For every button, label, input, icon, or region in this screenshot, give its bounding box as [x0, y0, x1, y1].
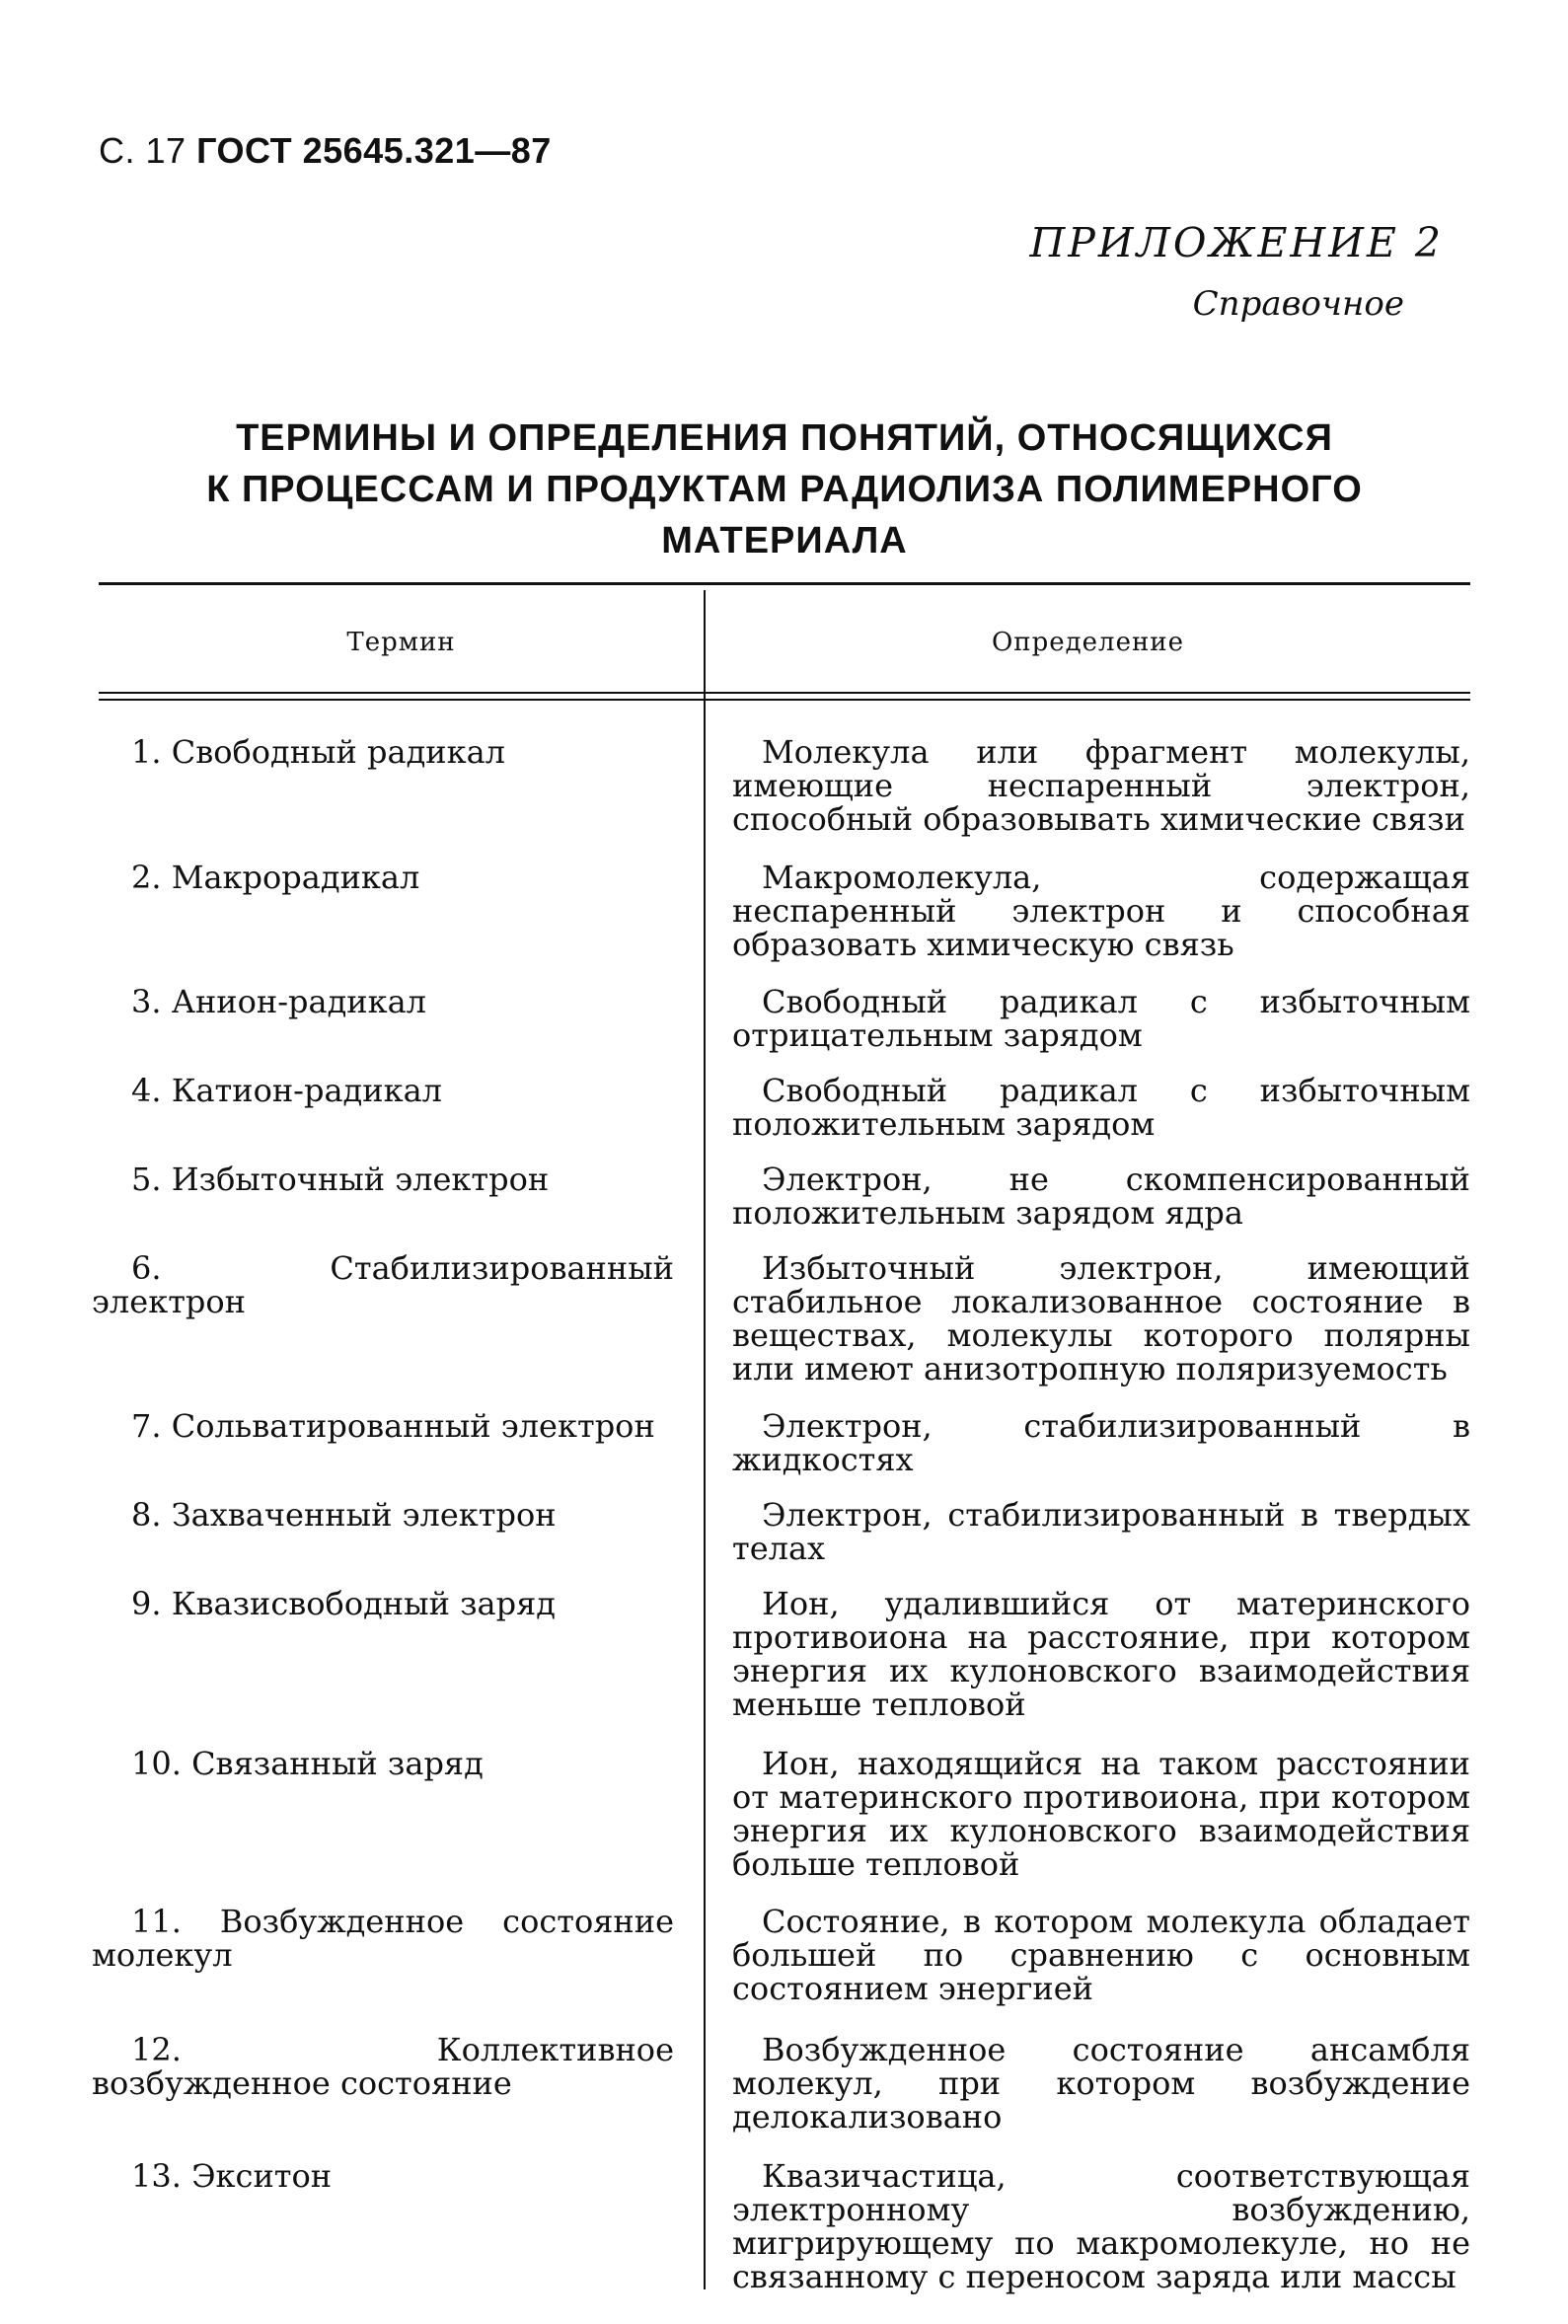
- definition-cell: Квазичастица, соответствующая электронному возбуждению, мигрирующему по макромолекуле, но не связанному с переносом заряда или массы: [732, 2157, 1470, 2295]
- table-top-rule: [99, 582, 1470, 585]
- term-cell: 11. Возбужденное состояние молекул: [92, 1903, 674, 1974]
- standard-number: ГОСТ 25645.321—87: [196, 130, 552, 171]
- header-rule-2: [99, 699, 1470, 701]
- document-title: [99, 412, 1470, 566]
- page-number: С. 17: [99, 130, 187, 171]
- appendix-subtitle: Справочное: [1192, 284, 1404, 324]
- definition-cell: Молекула или фрагмент молекулы, имеющие неспаренный электрон, способный образовывать химические связи: [732, 733, 1470, 838]
- definition-cell: Возбужденное состояние ансамбля молекул, при котором возбуждение делокализовано: [732, 2031, 1470, 2136]
- definition-cell: Избыточный электрон, имеющий стабильное локализованное состояние в веществах, молекулы которого полярны или имеют анизотропную поляризуемость: [732, 1249, 1470, 1387]
- term-cell: 9. Квазисвободный заряд: [131, 1585, 556, 1622]
- term-cell: 13. Экситон: [131, 2157, 333, 2195]
- term-cell: 4. Катион-радикал: [131, 1072, 442, 1109]
- term-cell: 1. Свободный радикал: [131, 733, 505, 771]
- header-definition: Определение: [991, 628, 1185, 657]
- term-cell: 8. Захваченный электрон: [131, 1496, 557, 1534]
- term-cell: 12. Коллективное возбужденное состояние: [92, 2031, 674, 2102]
- title-line-1: ТЕРМИНЫ И ОПРЕДЕЛЕНИЯ ПОНЯТИЙ, ОТНОСЯЩИХСЯ: [236, 417, 1333, 459]
- definition-cell: Ион, находящийся на таком расстоянии от материнского противоиона, при котором энергия их кулоновского взаимодействия больше тепловой: [732, 1745, 1470, 1883]
- definition-cell: Свободный радикал с избыточным отрицательным зарядом: [732, 983, 1470, 1054]
- title-line-2: К ПРОЦЕССАМ И ПРОДУКТАМ РАДИОЛИЗА ПОЛИМЕРНОГО: [206, 469, 1363, 510]
- page-header: [99, 130, 552, 172]
- definition-cell: Свободный радикал с избыточным положительным зарядом: [732, 1072, 1470, 1143]
- appendix-block: [1030, 219, 1444, 324]
- appendix-title: ПРИЛОЖЕНИЕ 2: [1029, 219, 1444, 266]
- header-rule-1: [99, 692, 1470, 694]
- term-cell: 2. Макрорадикал: [131, 859, 420, 896]
- title-line-3: МАТЕРИАЛА: [661, 520, 908, 562]
- term-cell: 5. Избыточный электрон: [131, 1161, 550, 1198]
- column-divider: [704, 590, 706, 2289]
- term-cell: 10. Связанный заряд: [131, 1745, 484, 1782]
- term-cell: 6. Стабилизированный электрон: [92, 1249, 674, 1320]
- definition-cell: Электрон, стабилизированный в жидкостях: [732, 1407, 1470, 1478]
- header-term: Термин: [346, 628, 456, 657]
- definition-cell: Состояние, в котором молекула обладает большей по сравнению с основным состоянием энергией: [732, 1903, 1470, 2007]
- definition-cell: Электрон, стабилизированный в твердых телах: [732, 1496, 1470, 1567]
- definition-cell: Макромолекула, содержащая неспаренный электрон и способная образовать химическую связь: [732, 859, 1470, 963]
- term-cell: 7. Сольватированный электрон: [131, 1407, 655, 1445]
- definition-cell: Электрон, не скомпенсированный положительным зарядом ядра: [732, 1161, 1470, 1232]
- definition-cell: Ион, удалившийся от материнского противоиона на расстояние, при котором энергия их кулоновского взаимодействия меньше тепловой: [732, 1585, 1470, 1723]
- term-cell: 3. Анион-радикал: [131, 983, 426, 1020]
